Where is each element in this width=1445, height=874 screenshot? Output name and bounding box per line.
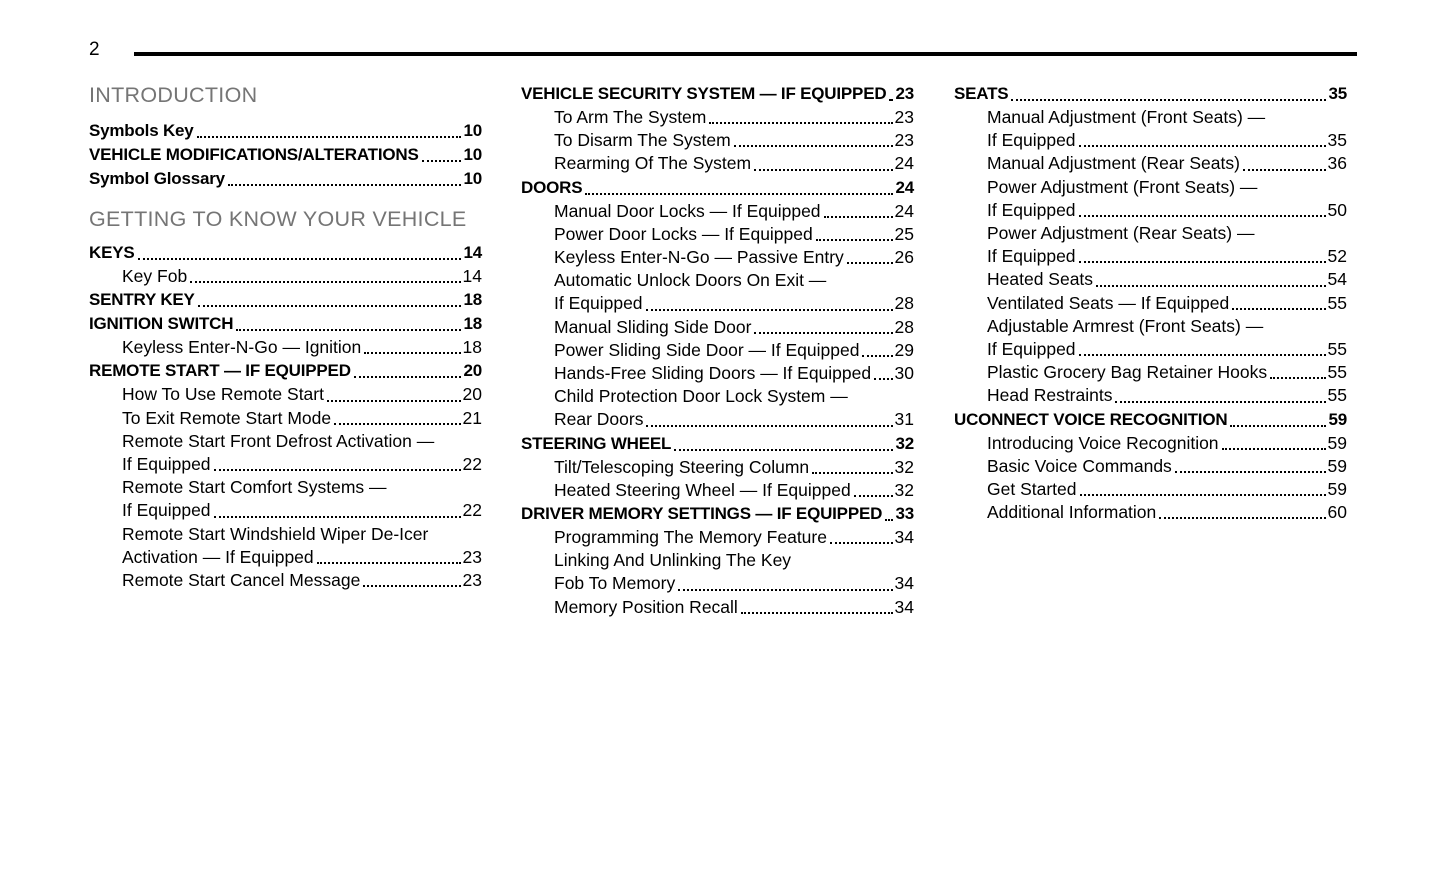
toc-subentry[interactable]: If Equipped 22 [122,500,482,521]
toc-subentry[interactable]: Additional Information 60 [987,502,1347,523]
toc-subentry-line: Remote Start Comfort Systems — [122,477,387,498]
toc-subentry[interactable]: Rear Doors 31 [554,409,914,430]
toc-subentry-line: Child Protection Door Lock System — [554,386,848,407]
toc-subentry[interactable]: Keyless Enter-N-Go — Ignition 18 [122,337,482,358]
toc-subentry[interactable]: Fob To Memory 34 [554,573,914,594]
toc-subentry[interactable]: Introducing Voice Recognition 59 [987,432,1347,453]
toc-subentry[interactable]: Heated Seats 54 [987,269,1347,290]
toc-subentry[interactable]: Power Door Locks — If Equipped 25 [554,223,914,244]
toc-subentry[interactable]: Manual Adjustment (Rear Seats) 36 [987,153,1347,174]
toc-entry[interactable]: DRIVER MEMORY SETTINGS — IF EQUIPPED 33 [521,504,914,524]
toc-subentry[interactable]: Get Started 59 [987,479,1347,500]
toc-subentry[interactable]: Basic Voice Commands 59 [987,455,1347,476]
toc-subentry-line: Power Adjustment (Rear Seats) — [987,223,1255,244]
toc-subentry[interactable]: If Equipped 52 [987,246,1347,267]
toc-subentry[interactable]: Remote Start Cancel Message 23 [122,570,482,591]
toc-subentry[interactable]: To Arm The System 23 [554,107,914,127]
toc-subentry[interactable]: If Equipped 55 [987,339,1347,360]
toc-subentry[interactable]: If Equipped 28 [554,293,914,314]
toc-entry[interactable]: KEYS 14 [89,243,482,262]
toc-entry[interactable]: UCONNECT VOICE RECOGNITION 59 [954,409,1347,429]
toc-subentry[interactable]: Rearming Of The System 24 [554,153,914,174]
toc-column-2 [521,82,914,619]
toc-subentry[interactable]: Ventilated Seats — If Equipped 55 [987,292,1347,313]
toc-subentry[interactable]: Hands-Free Sliding Doors — If Equipped 30 [554,363,914,384]
toc-subentry-line: Manual Adjustment (Front Seats) — [987,107,1266,127]
toc-entry[interactable]: SEATS 35 [954,84,1347,103]
toc-subentry[interactable]: Heated Steering Wheel — If Equipped 32 [554,479,914,500]
toc-subentry-line: Linking And Unlinking The Key [554,550,792,571]
toc-entry[interactable]: STEERING WHEEL 32 [521,433,914,453]
toc-subentry[interactable]: If Equipped 50 [987,199,1347,220]
toc-entry[interactable]: VEHICLE SECURITY SYSTEM — IF EQUIPPED 23 [521,84,914,103]
toc-subentry[interactable]: Programming The Memory Feature 34 [554,527,914,548]
toc-subentry[interactable]: Plastic Grocery Bag Retainer Hooks 55 [987,362,1347,383]
toc-subentry[interactable]: To Disarm The System 23 [554,130,914,151]
toc-entry[interactable]: SENTRY KEY 18 [89,290,482,310]
toc-subentry-line: Adjustable Armrest (Front Seats) — [987,315,1264,336]
toc-entry[interactable]: REMOTE START — IF EQUIPPED 20 [89,361,482,381]
toc-subentry[interactable]: Keyless Enter-N-Go — Passive Entry 26 [554,247,914,268]
toc-entry[interactable]: Symbol Glossary 10 [89,169,482,188]
toc-subentry[interactable]: Power Sliding Side Door — If Equipped 29 [554,339,914,360]
toc-entry[interactable]: DOORS 24 [521,177,914,197]
toc-subentry[interactable]: If Equipped 35 [987,130,1347,151]
toc-entry[interactable]: IGNITION SWITCH 18 [89,314,482,334]
toc-subentry[interactable]: Head Restraints 55 [987,385,1347,406]
toc-subentry[interactable]: To Exit Remote Start Mode 21 [122,407,482,428]
toc-column-1 [89,80,482,592]
toc-subentry[interactable]: Key Fob 14 [122,266,482,286]
toc-entry[interactable]: VEHICLE MODIFICATIONS/ALTERATIONS 10 [89,145,482,164]
toc-subentry-line: Automatic Unlock Doors On Exit — [554,270,827,291]
toc-subentry-line: Remote Start Windshield Wiper De-Icer [122,523,429,544]
toc-subentry[interactable]: Manual Door Locks — If Equipped 24 [554,200,914,221]
toc-subentry[interactable]: How To Use Remote Start 20 [122,384,482,405]
toc-subentry[interactable]: Memory Position Recall 34 [554,596,914,617]
toc-subentry-line: Power Adjustment (Front Seats) — [987,176,1258,197]
toc-subentry[interactable]: Tilt/Telescoping Steering Column 32 [554,456,914,477]
section-title-getting-to-know: GETTING TO KNOW YOUR VEHICLE [89,207,467,231]
toc-entry[interactable]: Symbols Key 10 [89,121,482,140]
toc-subentry-line: Remote Start Front Defrost Activation — [122,430,435,451]
toc-subentry[interactable]: Manual Sliding Side Door 28 [554,316,914,337]
toc-subentry[interactable]: If Equipped 22 [122,454,482,475]
toc-subentry[interactable]: Activation — If Equipped 23 [122,546,482,567]
header-rule [134,52,1357,56]
page-number: 2 [89,39,100,60]
toc-column-3 [954,82,1347,524]
section-title-introduction: INTRODUCTION [89,83,258,107]
